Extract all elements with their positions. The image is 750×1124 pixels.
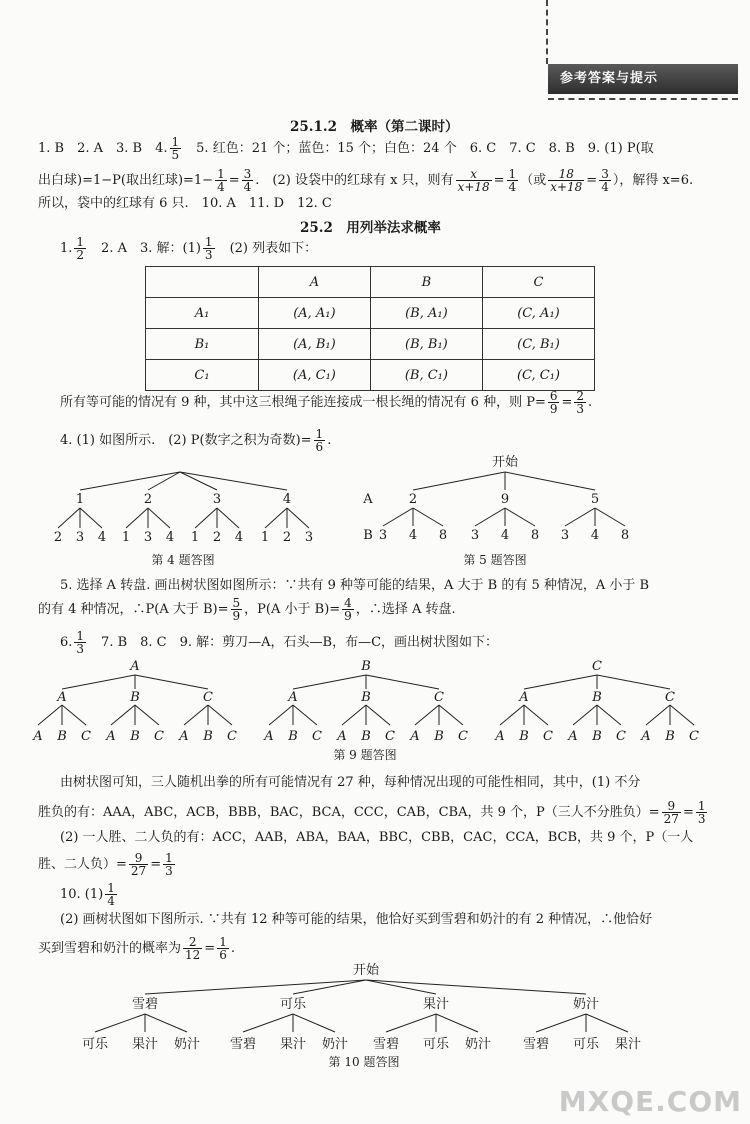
tree-branch — [366, 675, 439, 689]
table-row — [146, 298, 595, 329]
tree-node-label: 奶汁 — [321, 1037, 349, 1052]
tree-node-label: 2 — [143, 492, 153, 507]
tree-node-label: 可乐 — [572, 1037, 600, 1052]
tree-diagram-q5 — [362, 455, 629, 567]
tree-node-label: 雪碧 — [372, 1037, 400, 1052]
tree-node-label: C — [689, 729, 699, 744]
tree-node-label: 3 — [560, 528, 570, 543]
tree-node-label: 4 — [282, 492, 292, 507]
tree-branch — [135, 705, 159, 725]
tree-branch — [670, 705, 694, 725]
tree-branch — [217, 508, 239, 528]
tree-branch — [287, 508, 309, 528]
tree-branch — [265, 508, 287, 528]
tree-node-label: C — [616, 729, 626, 744]
tree-branch — [80, 508, 102, 528]
tree-node-label: 4 — [234, 530, 244, 545]
figure-caption: 第 9 题答图 — [333, 748, 397, 762]
tree-branch — [524, 675, 597, 689]
tree-branch — [565, 508, 595, 526]
tree-node-label: 9 — [500, 492, 510, 507]
q10-line-1: 10. (1) $\frac{1}{4}$ — [60, 881, 115, 908]
tree-node-label: 8 — [620, 528, 630, 543]
table-cell: B — [370, 267, 482, 298]
table-cell: (A, B₁) — [259, 329, 371, 360]
tree-node-label: B — [592, 690, 602, 705]
table-cell: (B, A₁) — [370, 298, 482, 329]
tree-node-label: 奶汁 — [173, 1037, 201, 1052]
tree-node-label: 3 — [304, 530, 314, 545]
q5-line-1: 5. 选择 A 转盘. 画出树状图如图所示：∵共有 9 种等可能的结果，A 大于 B 的有 5 种情况，A 小于 B — [60, 578, 650, 593]
tree-branch — [293, 675, 366, 689]
tree-node-label: A — [495, 729, 505, 744]
table-header-row — [146, 267, 595, 298]
s2-line-2: 所有等可能的情况有 9 种，其中这三根绳子能连接成一根长绳的情况有 6 种，则 P= $\frac{6}{9}$ = $\frac{2}{3}$ . — [60, 389, 593, 416]
tree-branch — [208, 705, 232, 725]
tree-branch — [413, 508, 443, 526]
tree-node-label: 2 — [282, 530, 292, 545]
tree-node-label: C — [434, 690, 444, 705]
tree-node-label: B — [361, 690, 371, 705]
tree-node-label: A — [106, 729, 116, 744]
tree-node-label: 可乐 — [422, 1037, 450, 1052]
tree-branch — [293, 705, 317, 725]
tree-branch — [573, 705, 597, 725]
tree-figures-4-5 — [0, 450, 750, 575]
tree-root-label: 开始 — [352, 963, 380, 978]
tree-node-label: C — [227, 729, 237, 744]
header-dashed-rule — [546, 0, 548, 64]
watermark-logo: MXQE.COM — [558, 1085, 742, 1118]
tree-branch — [62, 705, 86, 725]
tree-branch — [413, 472, 505, 490]
tree-node-label: 雪碧 — [229, 1037, 257, 1052]
tree-branch — [58, 508, 80, 528]
tree-branch — [475, 508, 505, 526]
tree-branch — [595, 508, 625, 526]
tree-branch — [505, 472, 595, 490]
tree-node-label: 2 — [212, 530, 222, 545]
table-cell: (A, C₁) — [259, 360, 371, 391]
tree-node-label: A — [179, 729, 189, 744]
tree-node-label: C — [203, 690, 213, 705]
table-cell: C₁ — [146, 360, 259, 391]
q5-line-2: 的有 4 种情况，∴P(A 大于 B)= $\frac{5}{9}$ ，P(A 小于 B)= $\frac{4}{9}$ ，∴选择 A 转盘. — [38, 596, 456, 623]
tree-node-label: B — [434, 729, 444, 744]
table-cell: (B, B₁) — [370, 329, 482, 360]
tree-node-label: 8 — [438, 528, 448, 543]
tree-node-label: B — [57, 729, 67, 744]
tree-node-label: 4 — [408, 528, 418, 543]
tree-node-label: 果汁 — [614, 1037, 642, 1052]
section-title-25-2: 25.2 用列举法求概率 — [300, 220, 441, 236]
tree-node-label: A — [641, 729, 651, 744]
tree-branch — [243, 1014, 293, 1032]
tree-node-label: 2 — [408, 492, 418, 507]
tree-node-label: 可乐 — [81, 1037, 109, 1052]
tree-node-label: B — [519, 729, 529, 744]
tree-node-label: A — [337, 729, 347, 744]
table-cell: C — [482, 267, 594, 298]
tree-node-label: A — [130, 659, 140, 674]
table-cell: (C, C₁) — [482, 360, 594, 391]
tree-figure-10 — [0, 958, 750, 1070]
q9-line-3: (2) 一人胜、二人负的有：ACC，AAB，ABA，BAA，BBC，CBB，CAC，CCA，BCB，共 9 个，P（一人 — [60, 830, 694, 845]
tree-branch — [148, 508, 170, 528]
tree-branch — [439, 705, 463, 725]
q9-line-2: 胜负的有：AAA，ABC，ACB，BBB，BAC，BCA，CCC，CAB，CBA，共 9 个，P（三人不分胜负）= $\frac{9}{27}$ = $\frac{1}{3}$ — [38, 799, 706, 826]
tree-diagram-q10 — [82, 963, 641, 1069]
q9-line-4: 胜、二人负）= $\frac{9}{27}$ = $\frac{1}{3}$ — [38, 851, 173, 878]
tree-branch — [145, 1014, 187, 1032]
tree-node-label: 1 — [190, 530, 200, 545]
tree-node-label: C — [312, 729, 322, 744]
tree-node-label: C — [543, 729, 553, 744]
fraction: $\frac{1}{5}$ — [171, 135, 180, 162]
row-label: B — [363, 528, 373, 543]
tree-node-label: 3 — [143, 530, 153, 545]
figure-caption: 第 4 题答图 — [151, 553, 215, 567]
tree-branch — [500, 705, 524, 725]
tree-node-label: 4 — [165, 530, 175, 545]
tree-node-label: A — [33, 729, 43, 744]
s2-line-3: 4. (1) 如图所示. (2) P(数字之积为奇数)= $\frac{1}{6}$ . — [60, 427, 332, 454]
tree-node-label: B — [288, 729, 298, 744]
tree-node-label: A — [288, 690, 298, 705]
tree-branch — [415, 705, 439, 725]
tree-branch — [597, 705, 621, 725]
tree-node-label: A — [568, 729, 578, 744]
table-cell: (A, A₁) — [259, 298, 371, 329]
tree-node-label: 可乐 — [279, 997, 307, 1012]
q10-line-2: (2) 画树状图如下图所示. ∵共有 12 种等可能的结果，他恰好买到雪碧和奶汁的有 2 种情况，∴他恰好 — [60, 912, 653, 927]
tree-node-label: 果汁 — [279, 1037, 307, 1052]
tree-node-label: 3 — [212, 492, 222, 507]
section-title-25-1-2: 25.1.2 概率（第二课时） — [290, 119, 459, 135]
tree-branch — [383, 508, 413, 526]
tree-branch — [62, 675, 135, 689]
tree-node-label: B — [130, 729, 140, 744]
tree-branch — [597, 675, 670, 689]
tree-node-label: 奶汁 — [572, 997, 600, 1012]
tree-node-label: B — [130, 690, 140, 705]
table-row — [146, 360, 595, 391]
s1-line-3: 所以，袋中的红球有 6 只. 10. A 11. D 12. C — [38, 196, 332, 211]
tree-branch — [342, 705, 366, 725]
tree-node-label: 3 — [378, 528, 388, 543]
s2-line-1: 1. $\frac{1}{2}$ 2. A 3. 解：(1) $\frac{1}{3}$ (2) 列表如下： — [60, 235, 318, 262]
tree-branch — [524, 705, 548, 725]
tree-node-label: B — [592, 729, 602, 744]
tree-node-label: A — [410, 729, 420, 744]
tree-branch — [646, 705, 670, 725]
q6-line: 6. $\frac{1}{3}$ 7. B 8. C 9. 解：剪刀—A，石头—B，布—C，画出树状图如下： — [60, 629, 499, 656]
tree-branch — [386, 1014, 436, 1032]
tree-node-label: A — [57, 690, 67, 705]
tree-branch — [135, 675, 208, 689]
tree-node-label: 4 — [97, 530, 107, 545]
tree-node-label: 果汁 — [422, 997, 450, 1012]
tree-node-label: B — [665, 729, 675, 744]
tree-node-label: B — [361, 729, 371, 744]
tree-branch — [269, 705, 293, 725]
q9-line-1: 由树状图可知，三人随机出拳的所有可能情况有 27 种，每种情况出现的可能性相同，其中，(1) 不分 — [60, 775, 641, 790]
tree-branch — [436, 1014, 478, 1032]
tree-node-label: C — [665, 690, 675, 705]
section-header-banner: 参考答案与提示 — [548, 64, 738, 94]
tree-node-label: A — [264, 729, 274, 744]
tree-branch — [184, 705, 208, 725]
tree-node-label: 4 — [500, 528, 510, 543]
tree-node-label: C — [81, 729, 91, 744]
table-cell — [146, 267, 259, 298]
tree-branch — [536, 1014, 586, 1032]
tree-node-label: 4 — [590, 528, 600, 543]
table-cell: (C, A₁) — [482, 298, 594, 329]
s1-line-2: 出白球)=1−P(取出红球)=1− $\frac{1}{4}$ = $\frac{3}{4}$ . (2) 设袋中的红球有 x 只，则有 $\frac{x}{x+18}$ = $\frac{1}{4}$ （或 $\frac{18}{x+18}$ = $\frac{3}{4}$ ），解得 x=6. — [38, 167, 694, 194]
tree-node-label: 果汁 — [131, 1037, 159, 1052]
tree-root-label: 开始 — [491, 455, 519, 470]
tree-branch — [180, 472, 287, 490]
table-cell: (C, B₁) — [482, 329, 594, 360]
table-cell: A — [259, 267, 371, 298]
tree-figure-9 — [0, 655, 750, 763]
tree-branch — [38, 705, 62, 725]
tree-branch — [366, 705, 390, 725]
tree-diagram-q9 — [32, 659, 699, 762]
tree-node-label: 雪碧 — [522, 1037, 550, 1052]
table-cell: A₁ — [146, 298, 259, 329]
tree-node-label: B — [361, 659, 371, 674]
tree-node-label: C — [385, 729, 395, 744]
tree-node-label: 奶汁 — [464, 1037, 492, 1052]
tree-node-label: 3 — [75, 530, 85, 545]
s1-line-1: 1. B 2. A 3. B 4. $\frac{1}{5}$ 5. 红色：21 个；蓝色：15 个；白色：24 个 6. C 7. C 8. B 9. (1) P(取 — [38, 135, 654, 162]
table-cell: B₁ — [146, 329, 259, 360]
tree-node-label: A — [519, 690, 529, 705]
row-label: A — [363, 492, 373, 507]
tree-branch — [293, 1014, 335, 1032]
tree-node-label: 1 — [75, 492, 85, 507]
tree-branch — [586, 1014, 628, 1032]
tree-node-label: 1 — [260, 530, 270, 545]
outcome-table — [145, 266, 595, 391]
tree-diagram-q4 — [54, 472, 313, 567]
tree-node-label: 5 — [590, 492, 600, 507]
figure-caption: 第 10 题答图 — [328, 1055, 400, 1069]
tree-node-label: C — [592, 659, 602, 674]
tree-node-label: 1 — [121, 530, 131, 545]
tree-node-label: C — [154, 729, 164, 744]
q10-line-3: 买到雪碧和奶汁的概率为 $\frac{2}{12}$ = $\frac{1}{6}$ . — [38, 935, 235, 962]
tree-node-label: B — [203, 729, 213, 744]
tree-node-label: 8 — [530, 528, 540, 543]
tree-branch — [195, 508, 217, 528]
tree-branch — [145, 980, 366, 994]
tree-node-label: C — [458, 729, 468, 744]
header-dashed-underline — [548, 98, 738, 100]
tree-branch — [95, 1014, 145, 1032]
tree-node-label: 2 — [53, 530, 63, 545]
tree-node-label: 3 — [470, 528, 480, 543]
tree-branch — [505, 508, 535, 526]
table-cell: (B, C₁) — [370, 360, 482, 391]
tree-branch — [126, 508, 148, 528]
figure-caption: 第 5 题答图 — [463, 553, 527, 567]
tree-node-label: 雪碧 — [131, 997, 159, 1012]
table-row — [146, 329, 595, 360]
tree-branch — [111, 705, 135, 725]
